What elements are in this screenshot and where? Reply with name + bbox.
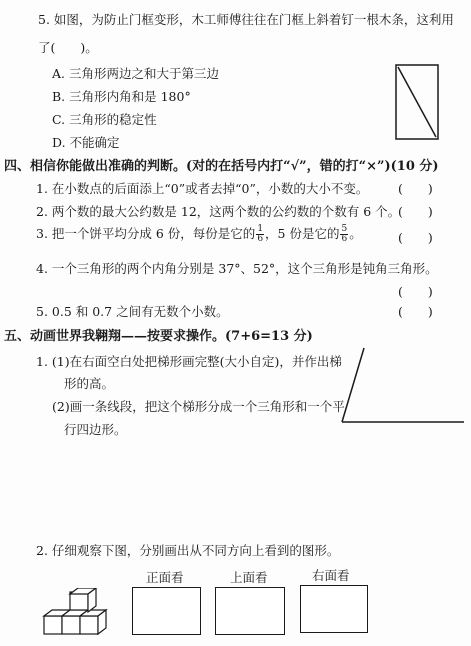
fraction-five-sixths: $\frac{5}{6}$ (341, 224, 348, 244)
q1-line3: (2)画一条线段，把这个梯形分成一个三角形和一个平 (52, 399, 345, 414)
judge-item-3-text: 3. 把一个饼平均分成 6 份，每份是它的 (36, 226, 256, 241)
section5-title: 五、动画世界我翱翔——按要求操作。(7+6=13 分) (4, 329, 313, 344)
q5-option-d: D. 不能确定 (52, 135, 120, 150)
trapezoid-figure[interactable] (340, 344, 466, 426)
judge-item-1: 1. 在小数点的后面添上“0”或者去掉“0”，小数的大小不变。 (36, 181, 369, 196)
answer-blank-4[interactable]: ( ) (398, 284, 433, 299)
right-view-label: 右面看 (312, 568, 350, 583)
answer-blank-1[interactable]: ( ) (398, 181, 433, 196)
judge-item-3-mid: ，5 份是它的 (265, 226, 340, 241)
front-view-label: 正面看 (146, 570, 184, 585)
cube-stack-figure (42, 588, 132, 638)
top-view-box[interactable] (215, 587, 285, 635)
door-frame-figure (395, 64, 439, 140)
judge-item-2: 2. 两个数的最大公约数是 12，这两个数的公约数的个数有 6 个。 (36, 204, 401, 219)
q1-line2: 形的高。 (64, 376, 115, 391)
q1-line4: 行四边形。 (64, 422, 127, 437)
q2-text: 2. 仔细观察下图，分别画出从不同方向上看到的图形。 (36, 543, 340, 558)
fraction-one-sixth: $\frac{1}{6}$ (257, 224, 264, 244)
q5-option-c: C. 三角形的稳定性 (52, 112, 157, 127)
q1-line1: 1. (1)在右面空白处把梯形画完整(大小自定)，并作出梯 (36, 354, 342, 369)
answer-blank-3[interactable]: ( ) (398, 230, 433, 245)
judge-item-3-end: 。 (349, 226, 362, 241)
q5-line2: 了( )。 (38, 40, 98, 55)
top-view-label: 上面看 (230, 570, 268, 585)
q5-option-b: B. 三角形内角和是 180° (52, 89, 191, 104)
q5-line1: 5. 如图，为防止门框变形，木工师傅往往在门框上斜着钉一根木条，这利用 (38, 12, 454, 27)
judge-item-3 (36, 224, 362, 244)
judge-item-5: 5. 0.5 和 0.7 之间有无数个小数。 (36, 304, 229, 319)
answer-blank-5[interactable]: ( ) (398, 304, 433, 319)
judge-item-4: 4. 一个三角形的两个内角分别是 37°、52°，这个三角形是钝角三角形。 (36, 261, 438, 276)
q5-option-a: A. 三角形两边之和大于第三边 (52, 66, 219, 81)
right-view-box[interactable] (300, 585, 368, 633)
section4-title: 四、相信你能做出准确的判断。(对的在括号内打“√”，错的打“×”)(10 分) (4, 159, 439, 174)
answer-blank-2[interactable]: ( ) (398, 204, 433, 219)
front-view-box[interactable] (132, 587, 201, 635)
